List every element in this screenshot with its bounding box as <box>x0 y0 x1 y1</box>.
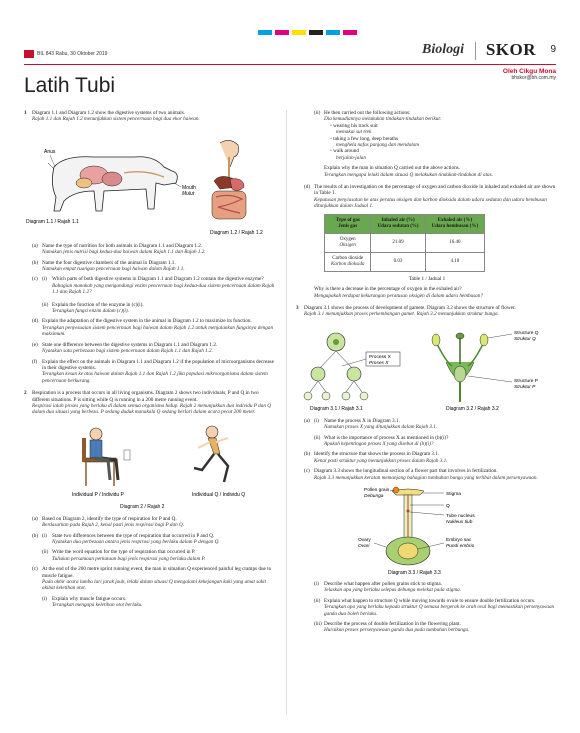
author: Oleh Cikgu Mona <box>502 68 556 75</box>
label-embryo-sac: Embryo sac <box>446 537 472 543</box>
question-2b <box>24 533 276 563</box>
question-2b-ii <box>24 549 276 562</box>
table-cell: 4.10 <box>425 252 484 271</box>
question-2c-ii <box>296 110 558 178</box>
action-item: ◦ taking a few long, deep breaths <box>330 135 398 142</box>
page-title: Latih Tubi <box>24 74 116 97</box>
table-row <box>325 252 485 271</box>
table-cell <box>325 252 371 271</box>
part-label: (c) <box>32 276 38 283</box>
process-x-label: Process X <box>369 354 391 360</box>
subpart-text: Describe what happen after pollen grains stick to stigma. <box>324 580 442 587</box>
question-3a <box>296 418 558 448</box>
subpart-text-ms: Jelaskan apa yang berlaku selepas debunga melekat pada stigma. <box>324 587 462 594</box>
label-tube-nucleus: Tube nucleus <box>446 513 475 519</box>
brand-name: SKOR <box>485 40 536 59</box>
question-2a <box>24 516 276 529</box>
print-color-bar <box>258 30 360 35</box>
part-label: (b) <box>32 532 39 539</box>
subpart-text-ms: Nyatakan dua perbezaan antara jenis respirasi yang berlaku dalam P dengan Q. <box>52 538 220 545</box>
label-anus: Anus <box>44 148 56 155</box>
header-text: Exhaled air (%) Udara hembusan (%) <box>431 217 479 229</box>
label-pundi-embrio: Pundi embrio <box>446 543 475 549</box>
part-text: Explain the adaptation of the digestive system in the animal in Diagram 1.2 to maximize its function. <box>42 318 252 325</box>
structure-p-label: Structure P <box>514 378 538 384</box>
gas-name: Oxygen <box>339 236 356 242</box>
struktur-p-label: Struktur P <box>514 384 536 390</box>
table-header <box>325 214 371 233</box>
question-3a-i <box>296 418 558 431</box>
subpart-text: Explain what happen to structure Q while moving towards ovule to ensure double fertilization occurs. <box>324 597 536 604</box>
gas-name-ms: Oksigen <box>339 242 356 248</box>
question-number: 1 <box>24 110 27 116</box>
question-2c <box>24 566 276 608</box>
section-subject: Biologi <box>421 42 464 57</box>
individual-q-caption: Individual Q / Individu Q <box>192 491 246 498</box>
diagram-3-1-3-2 <box>296 322 558 414</box>
subpart-text-ms: Apakah kepentingan proses X yang disebut di (b)(i)? <box>324 440 434 447</box>
part-label: (a) <box>304 417 310 424</box>
subpart-text-ms: Bahagian manakah yang mengandungi enzim pencernaan bagi kedua-dua sistem pencernaan dalam Rajah 1.1 dan Rajah 1.2? <box>52 282 275 296</box>
question-1f <box>24 359 276 385</box>
color-swatch <box>326 30 340 35</box>
diagram-2 <box>24 420 276 512</box>
subpart-text: Which parts of both digestive systems in Diagram 1.1 and Diagram 1.2 contain the digestive enzyme? <box>52 276 264 283</box>
subpart-label: (iii) <box>314 621 322 627</box>
subpart-label: (ii) <box>42 301 49 308</box>
table-cell: 16.40 <box>425 233 484 252</box>
subpart-label: (i) <box>314 417 319 424</box>
individual-q-drawing <box>194 426 228 482</box>
date-text: BIL 843 Rabu, 30 Oktober 2019 <box>37 51 108 57</box>
question-stem-ms: Rajah 1.1 dan Rajah 1.2 menunjukkan sistem pencernaan bagi dua ekor haiwan. <box>32 116 200 123</box>
question-stem-ms: Respirasi ialah proses yang berlaku di dalam semua organisma hidup. Rajah 2 menunjukkan dua individu P dan Q dalam dua situasi yang berbeza. P sedang duduk manakala Q sedang berlari dalam acara pecut 200 meter. <box>32 402 271 416</box>
explain-text: Explain why the man in situation Q carried out the above actions. <box>324 165 460 172</box>
question-stem: Diagram 1.1 and Diagram 1.2 show the digestive systems of two animals. <box>32 110 186 116</box>
subpart-text-ms: Terangkan apa yang berlaku kepada struktur Q semasa bergerak ke arah ovul bagi memastikan persenyawaan ganda dua boleh berlaku. <box>324 604 555 617</box>
question-1c-ii <box>24 302 276 315</box>
subpart-text: Explain the function of the enzyme in (c)(i). <box>52 301 144 308</box>
action-text-ms: menghela nafas panjang dan mendalam <box>336 142 419 149</box>
why-text-ms: Mengapakah terdapat kekurangan peratusan oksigen di dalam udara hembusan? <box>314 292 483 299</box>
subpart-label: (ii) <box>314 110 321 116</box>
question-3a-ii <box>296 435 558 448</box>
question-1c <box>24 276 276 314</box>
question-1 <box>24 110 276 384</box>
gas-name-ms: Karbon dioksida <box>331 261 365 267</box>
diagram-3-2-caption: Diagram 3.2 / Rajah 3.2 <box>446 405 499 412</box>
color-swatch <box>309 30 323 35</box>
part-text: Name the type of nutrition for both animals in Diagram 1.1 and Diagram 1.2. <box>42 242 203 249</box>
color-swatch <box>275 30 289 35</box>
table-cell: 21.09 <box>371 233 425 252</box>
why-text: Why is there a decrease in the percentage of oxygen in the exhaled air? <box>314 286 462 293</box>
part-text: State one difference between the digestive systems in Diagram 1.1 and Diagram 1.2. <box>42 341 218 348</box>
label-pollen-grain: Pollen grain <box>364 487 390 493</box>
individual-p-drawing <box>82 428 130 486</box>
question-1b <box>24 260 276 273</box>
part-label: (e) <box>32 341 38 348</box>
part-label: (c) <box>32 566 38 573</box>
question-3c-iii <box>296 621 558 634</box>
action-text: walk around <box>333 148 359 155</box>
subpart-text: Write the word equation for the type of respiration that occurred in P. <box>52 549 196 556</box>
left-column <box>24 110 276 612</box>
issue-date <box>24 50 107 58</box>
action-text-ms: berjalan-jalan <box>336 154 366 161</box>
respiration-individuals-illustration <box>24 420 276 512</box>
human-digestive-drawing <box>212 140 246 219</box>
part-text: Explain the effect on the animals in Diagram 1.1 and Diagram 1.2 if the population of microorganisms decrease in their digestive systems. <box>42 358 274 371</box>
subpart-label: (i) <box>42 276 47 283</box>
color-swatch <box>258 30 272 35</box>
question-stem: Diagram 3.1 shows the process of development of gamete. Diagram 3.2 shows the structure of flower. <box>304 304 516 311</box>
action-item: ◦ wearing his track suit <box>330 122 378 129</box>
subpart-label: (ii) <box>42 549 49 556</box>
color-swatch <box>343 30 357 35</box>
cow-drawing <box>48 157 177 211</box>
action-item: ◦ walk around <box>330 148 359 155</box>
individual-p-caption: Individual P / Individu P <box>72 491 124 498</box>
question-number: 3 <box>296 304 299 311</box>
part-text: Name the four digestive chambers of the animal in Diagram 1.1. <box>42 259 176 266</box>
action-text: taking a few long, deep breaths <box>333 135 398 142</box>
subpart-text-ms: Terangkan mengapa keletihan otot berlaku. <box>52 602 143 609</box>
subpart-text-ms: Namakan proses X yang ditunjukkan dalam Rajah 3.1. <box>324 424 438 431</box>
question-1a <box>24 243 276 256</box>
byline <box>503 68 556 81</box>
masthead <box>24 40 556 62</box>
masthead-divider <box>475 42 476 60</box>
question-2 <box>24 390 276 609</box>
cell-division-drawing <box>304 333 368 400</box>
subpart-text: What is the importance of process X as mentioned in (b)(i)? <box>324 434 449 441</box>
part-text: Diagram 3.3 shows the longitudinal section of a flower part that involves in fertilization. <box>314 468 498 475</box>
table-cell: 0.03 <box>371 252 425 271</box>
subpart-text-ms: Terangkan fungsi enzim dalam (c)(i). <box>52 308 129 315</box>
action-list <box>296 123 558 161</box>
diagram-1-1-caption: Diagram 1.1 / Rajah 1.1 <box>26 218 79 225</box>
table-cell <box>325 233 371 252</box>
part-text-ms: Keputusan penyiasatan ke atas peratus oksigen dan karbon dioksida dalam udara sedutan dan udara hembusan ditunjukkan dalam Jadual 1. <box>314 196 547 210</box>
part-text-ms: Namakan empat ruangan pencernaan bagi haiwan dalam Rajah 1.1. <box>42 266 185 273</box>
part-text: Based on Diagram 2, identify the type of respiration for P and Q. <box>42 515 177 522</box>
part-text: The results of an investigation on the percentage of oxygen and carbon dioxide in inhaled and exhaled air are shown in Table 1. <box>314 184 556 197</box>
author-email: bhskor@bh.com.my <box>511 75 556 81</box>
struktur-q-label: Struktur Q <box>514 336 536 342</box>
question-number: 2 <box>24 390 27 397</box>
part-label: (b) <box>304 451 311 458</box>
part-label: (b) <box>32 259 39 266</box>
column-divider <box>286 110 287 715</box>
question-stem: Respiration is a process that occurs in all living organisms. Diagram 2 shows two individuals, P and Q in two different situations. P is sitting while Q is running in a 200 metre running event. <box>32 390 259 403</box>
label-ovari: Ovari <box>358 543 370 549</box>
question-3b <box>296 451 558 464</box>
subpart-text-ms: Tuliskan persamaan perkataan bagi jenis respirasi yang berlaku dalam P. <box>52 555 206 562</box>
subpart-label: (ii) <box>314 434 321 441</box>
question-3c-ii <box>296 598 558 617</box>
part-label: (d) <box>32 318 39 325</box>
label-mouth: Mouth <box>182 184 196 191</box>
diagram-1-2-caption: Diagram 1.2 / Rajah 1.2 <box>210 229 263 236</box>
part-label: (c) <box>304 468 310 475</box>
part-text-ms: Pada akhir acara lumba lari jarak jauh, lelaki dalam situasi Q mengalami kekejangan kaki yang amat sakit akibat keletihan otot. <box>42 579 267 592</box>
page-number: 9 <box>550 44 556 55</box>
subpart-text: He then carried out the following actions: <box>324 110 411 116</box>
subpart-text-ms: Huraikan proses persenyawaan ganda dua pada tumbuhan berbunga. <box>324 627 470 634</box>
table-header <box>371 214 425 233</box>
action-text: wearing his track suit <box>333 122 378 129</box>
subpart-text: Name the process X in Diagram 3.1. <box>324 417 400 424</box>
part-text-ms: Nyatakan satu perbezaan bagi sistem pencernaan dalam Rajah 1.1 dan Rajah 1.2. <box>42 348 213 355</box>
label-debunga: Debunga <box>364 493 384 499</box>
subpart-label: (ii) <box>314 597 321 604</box>
diagram-2-caption: Diagram 2 / Rajah 2 <box>120 503 165 510</box>
explain-text-ms: Terangkan mengapa lelaki dalam situasi Q melakukan tindakan-tindakan di atas. <box>324 171 493 178</box>
header-text: Inhaled air (%) Udara sedutan (%) <box>377 217 419 229</box>
label-nukleus-tiub: Nukleus tiub <box>446 519 473 525</box>
part-label: (a) <box>32 242 38 249</box>
part-label: (a) <box>32 515 38 522</box>
masthead-rule <box>24 64 556 65</box>
question-3c <box>296 468 558 481</box>
subpart-label: (i) <box>42 532 47 539</box>
gamete-flower-illustration <box>296 322 558 414</box>
table-caption: Table 1 / Jadual 1 <box>408 275 446 282</box>
part-label: (d) <box>304 184 311 191</box>
digestive-system-illustration <box>24 127 276 239</box>
bh-logo-icon <box>24 50 34 58</box>
subpart-text-ms: Dia kemudiannya melakukan tindakan-tindakan berikut: <box>324 116 442 123</box>
question-1c-i <box>24 276 276 295</box>
table-header-row <box>325 214 485 233</box>
part-label: (f) <box>32 358 38 365</box>
part-text-ms: Terangkan kesan ke atas haiwan dalam Rajah 1.1 dan Rajah 1.2 jika populasi mikroorganisma dalam sistem pencernaan berkurang. <box>42 371 268 384</box>
pollen-tube-illustration <box>296 485 558 577</box>
question-3c-i <box>296 581 558 594</box>
label-ovary: Ovary <box>358 537 371 543</box>
part-text-ms: Kenal pasti struktur yang menunjukkan proses dalam Rajah 3.1. <box>314 457 448 464</box>
part-text-ms: Berdasarkan pada Rajah 2, kenal pasti jenis respirasi bagi P dan Q. <box>42 522 185 529</box>
part-text-ms: Namakan jenis nutrisi bagi kedua-dua haiwan dalam Rajah 1.1 dan Rajah 1.2. <box>42 249 206 256</box>
proses-x-label: Proses X <box>369 360 389 366</box>
subpart-label: (i) <box>314 580 319 587</box>
flower-drawing <box>432 333 488 402</box>
table-row <box>325 233 485 252</box>
subpart-label: (i) <box>42 595 47 602</box>
question-1e <box>24 342 276 355</box>
color-swatch <box>292 30 306 35</box>
question-stem-ms: Rajah 3.1 menunjukkan proses perkembangan gamet. Rajah 3.2 menunjukkan struktur bunga. <box>304 311 499 318</box>
table-header <box>425 214 484 233</box>
subpart-text: Explain why muscle fatigue occurs. <box>52 595 127 602</box>
part-text-ms: Rajah 3.3 menunjukkan keratan memanjang bahagian tumbuhan bunga yang terlibat dalam persenyawaan. <box>314 474 538 481</box>
diagram-3-3 <box>296 485 558 577</box>
question-2d <box>296 184 558 299</box>
label-q: Q <box>446 503 450 509</box>
subpart-text: Describe the process of double fertilization in the flowering plant. <box>324 621 461 627</box>
diagram-3-3-caption: Diagram 3.3 / Rajah 3.3 <box>388 569 441 576</box>
question-3 <box>296 305 558 634</box>
question-2c-i <box>24 596 276 609</box>
question-1d <box>24 318 276 337</box>
part-text: At the end of the 200 metre sprint running event, the man in situation Q experienced painful leg cramps due to muscle fatigue. <box>42 566 272 579</box>
label-stigma: Stigma <box>446 491 461 497</box>
gas-name: Carbon dioxide <box>332 255 364 261</box>
part-text-ms: Terangkan penyesuaian sistem pencernaan bagi haiwan dalam Rajah 1.2 untuk menjalankan fungsinya dengan maksimum. <box>42 324 274 338</box>
action-text-ms: memakai sut trek <box>336 129 372 136</box>
part-text: Identify the structure that shows the process in Diagram 3.1. <box>314 451 440 458</box>
label-mulut: Mulut <box>182 190 195 197</box>
diagram-3-1-caption: Diagram 3.1 / Rajah 3.1 <box>310 405 363 412</box>
header-text: Type of gas Jenis gas <box>335 217 360 229</box>
subpart-text: State two differences between the type of respiration that occurred in P and Q. <box>52 532 215 539</box>
gas-table <box>324 214 485 272</box>
diagram-1 <box>24 127 276 239</box>
pistil-drawing <box>386 487 430 565</box>
question-2b-i <box>24 533 276 546</box>
right-column <box>296 110 558 637</box>
structure-q-label: Structure Q <box>514 330 539 336</box>
